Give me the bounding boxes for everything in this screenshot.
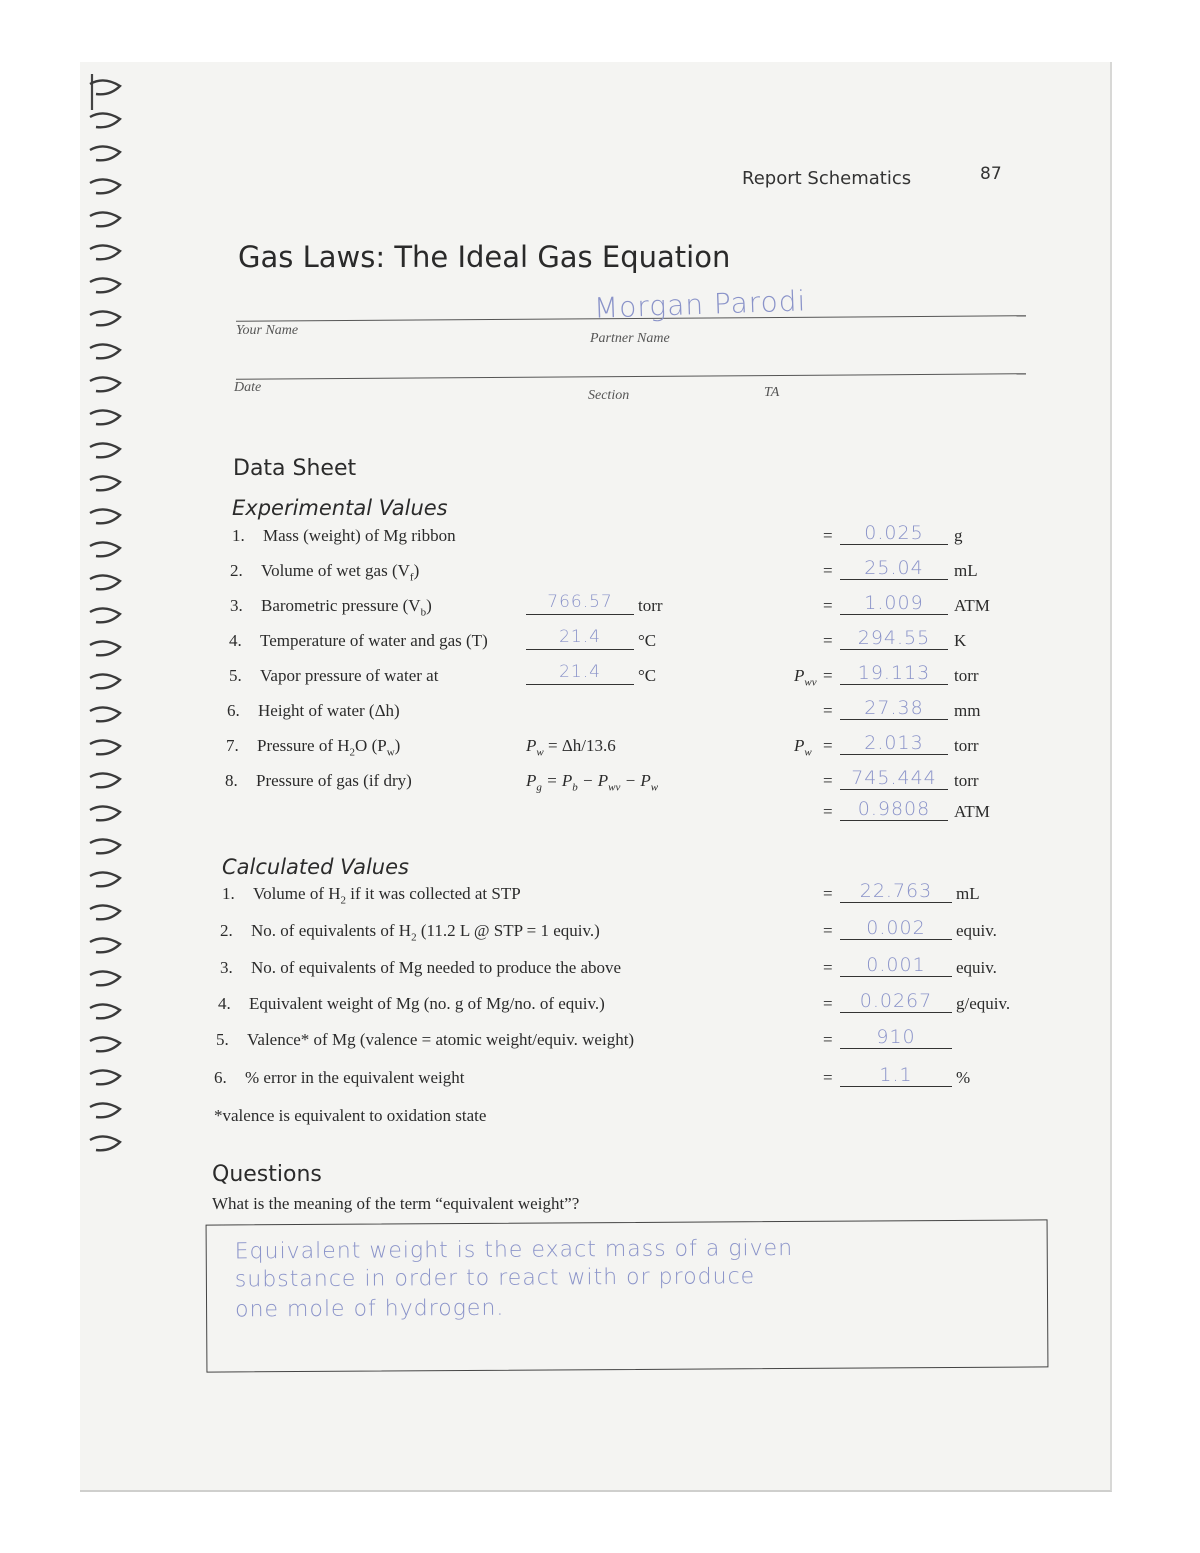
- spiral-coil: [90, 80, 120, 94]
- spiral-coil: [90, 872, 120, 886]
- prefix-sub: w: [804, 746, 812, 759]
- result-unit: ATM: [954, 802, 990, 821]
- spiral-coil: [90, 905, 120, 919]
- partner-name-label: Partner Name: [590, 331, 670, 346]
- label-text: Equivalent weight of Mg (no. g of Mg/no. of equiv.): [249, 994, 605, 1013]
- prefix-text: P: [794, 736, 805, 755]
- spiral-coil: [90, 212, 120, 226]
- row-number: 3.: [220, 958, 233, 977]
- spiral-coil: [90, 113, 120, 127]
- equals-sign: =: [823, 958, 833, 977]
- spiral-coil: [90, 740, 120, 754]
- label-sub: w: [386, 746, 395, 759]
- row-label: [257, 736, 400, 758]
- row-number: 6.: [214, 1068, 227, 1087]
- row-number: 4.: [218, 994, 231, 1013]
- result-unit: mL: [956, 884, 980, 903]
- label-text: Height of water (Δh): [258, 701, 400, 720]
- spiral-coil: [90, 938, 120, 952]
- date-label: Date: [234, 380, 262, 395]
- result-value: 25.04: [864, 557, 924, 579]
- formula-text: − P: [577, 771, 609, 790]
- spiral-coil: [90, 1136, 120, 1150]
- row-label: [260, 631, 488, 651]
- label-text: Valence* of Mg (valence = atomic weight/equiv. weight): [247, 1030, 635, 1049]
- your-name-label: Your Name: [236, 323, 299, 338]
- formula-sub: b: [572, 781, 578, 794]
- result-field: [840, 990, 952, 1013]
- result-field: [840, 522, 948, 545]
- row-number: 5.: [216, 1030, 229, 1049]
- spiral-coil: [90, 278, 120, 292]
- spiral-coil: [90, 179, 120, 193]
- result-field: [840, 767, 948, 790]
- page-number: 87: [980, 164, 1002, 184]
- row-number: 6.: [227, 701, 240, 720]
- result-value: 19.113: [857, 662, 931, 684]
- label-text: No. of equivalents of Mg needed to produce the above: [251, 958, 622, 977]
- answer-box: [206, 1219, 1049, 1372]
- equals-sign: =: [823, 994, 833, 1013]
- result-field: [840, 1064, 952, 1087]
- result-unit: g/equiv.: [956, 994, 1011, 1013]
- formula-text: P: [526, 736, 537, 755]
- equals-sign: =: [823, 736, 833, 755]
- question-text: What is the meaning of the term “equivalent weight”?: [212, 1194, 580, 1213]
- result-value: 910: [876, 1026, 916, 1048]
- equals-sign: =: [823, 1068, 833, 1087]
- equals-sign: =: [823, 666, 833, 685]
- row-label: [249, 994, 605, 1014]
- result-field: [840, 627, 948, 650]
- label-sub: b: [420, 606, 427, 619]
- spiral-coil: [90, 344, 120, 358]
- result-field: [840, 592, 948, 615]
- equals-sign: =: [823, 884, 833, 903]
- calculated-heading: Calculated Values: [222, 855, 409, 879]
- label-text: Pressure of H: [257, 736, 350, 755]
- equals-sign: =: [823, 526, 833, 545]
- partner-name-handwritten: Morgan Parodi: [593, 284, 807, 325]
- result-unit: torr: [954, 736, 979, 755]
- spiral-coil: [90, 146, 120, 160]
- result-unit: equiv.: [956, 921, 997, 940]
- answer-line: one mole of hydrogen.: [235, 1295, 505, 1323]
- result-value: 27.38: [864, 697, 924, 719]
- spiral-coil: [90, 542, 120, 556]
- mid-unit: °C: [638, 666, 657, 685]
- label-text: ): [394, 736, 401, 755]
- result-unit: %: [956, 1068, 971, 1087]
- result-value: 745.444: [851, 767, 937, 789]
- row-label: [261, 596, 432, 618]
- result-value: 1.009: [864, 592, 924, 614]
- spiral-coil: [90, 311, 120, 325]
- result-unit: torr: [954, 666, 979, 685]
- prefix-sub: wv: [804, 676, 817, 689]
- prefix-text: P: [794, 666, 805, 685]
- spiral-coil: [90, 1004, 120, 1018]
- row-number: 3.: [230, 596, 243, 615]
- label-text: No. of equivalents of H: [251, 921, 412, 940]
- header-section: Report Schematics: [742, 168, 912, 189]
- spiral-coil: [90, 971, 120, 985]
- formula: [526, 736, 616, 758]
- spiral-coil: [90, 509, 120, 523]
- ta-label: TA: [764, 385, 780, 400]
- row-number: 7.: [226, 736, 239, 755]
- result-field: [840, 1026, 952, 1049]
- answer-line: substance in order to react with or produce: [234, 1264, 756, 1293]
- spiral-coil: [90, 443, 120, 457]
- result-value: 22.763: [859, 880, 933, 902]
- row-number: 4.: [229, 631, 242, 650]
- mid-value: 21.4: [559, 627, 601, 647]
- mid-value-field: [526, 662, 634, 685]
- equals-sign: =: [823, 771, 833, 790]
- result-value: 2.013: [864, 732, 924, 754]
- result-field: [840, 697, 948, 720]
- spiral-coil: [90, 575, 120, 589]
- row-label: [251, 921, 600, 943]
- result-field: [840, 917, 952, 940]
- spiral-coil: [90, 806, 120, 820]
- label-sub: 2: [340, 894, 347, 907]
- label-text: Temperature of water and gas (T): [260, 631, 488, 650]
- mid-value-field: [526, 592, 634, 615]
- result-unit: torr: [954, 771, 979, 790]
- row-number: 8.: [225, 771, 238, 790]
- formula-text: = Δh/13.6: [543, 736, 616, 755]
- row-label: [253, 884, 521, 906]
- equals-sign: =: [823, 1030, 833, 1049]
- mid-value: 21.4: [559, 662, 601, 682]
- label-text: ): [426, 596, 432, 615]
- spiral-binding: [86, 70, 132, 1450]
- row-label: [256, 771, 412, 791]
- label-text: Mass (weight) of Mg ribbon: [263, 526, 456, 545]
- spiral-coil: [90, 245, 120, 259]
- equals-sign: =: [823, 921, 833, 940]
- spiral-coil: [90, 410, 120, 424]
- spiral-coil: [90, 773, 120, 787]
- result-value: 0.001: [866, 954, 926, 976]
- spiral-coil: [90, 839, 120, 853]
- row-number: 1.: [222, 884, 235, 903]
- result-value: 294.55: [857, 627, 931, 649]
- row-number: 2.: [220, 921, 233, 940]
- result-value: 0.0267: [859, 990, 933, 1012]
- result-unit: ATM: [954, 596, 990, 615]
- equals-sign: =: [823, 701, 833, 720]
- mid-value-field: [526, 627, 634, 650]
- equals-sign: =: [823, 596, 833, 615]
- value-prefix: [794, 736, 812, 758]
- result-value: 1.1: [879, 1064, 913, 1086]
- result-value: 0.025: [864, 522, 924, 544]
- row-label: [245, 1068, 465, 1088]
- spiral-coil: [90, 476, 120, 490]
- row-label: [263, 526, 456, 546]
- label-text: (11.2 L @ STP = 1 equiv.): [416, 921, 600, 940]
- questions-heading: Questions: [212, 1162, 322, 1187]
- equals-sign: =: [823, 561, 833, 580]
- formula-text: − P: [620, 771, 651, 790]
- row-number: 2.: [230, 561, 243, 580]
- result-value: 0.002: [866, 917, 926, 939]
- row-label: [261, 561, 419, 583]
- page-title: Gas Laws: The Ideal Gas Equation: [238, 240, 731, 274]
- mid-value: 766.57: [547, 592, 613, 612]
- label-text: ): [413, 561, 420, 580]
- answer-line: Equivalent weight is the exact mass of a given: [234, 1235, 794, 1265]
- equals-sign: =: [823, 802, 833, 821]
- mid-unit: °C: [638, 631, 657, 650]
- result-field: [840, 732, 948, 755]
- spiral-coil: [90, 608, 120, 622]
- result-field: [840, 662, 948, 685]
- spiral-coil: [90, 1037, 120, 1051]
- row-label: [251, 958, 621, 978]
- row-label: [258, 701, 400, 721]
- formula-text: = P: [541, 771, 573, 790]
- label-text: Volume of H: [253, 884, 341, 903]
- result-unit: equiv.: [956, 958, 997, 977]
- formula-sub: w: [650, 781, 659, 794]
- equals-sign: =: [823, 631, 833, 650]
- experimental-heading: Experimental Values: [232, 496, 448, 520]
- row-number: 1.: [232, 526, 245, 545]
- result-field: [840, 557, 948, 580]
- result-unit: mL: [954, 561, 978, 580]
- spiral-coil: [90, 707, 120, 721]
- label-sub: f: [409, 571, 414, 584]
- result-field: [840, 880, 952, 903]
- formula-sub: g: [536, 781, 542, 794]
- label-text: O (P: [355, 736, 387, 755]
- result-field: [840, 954, 952, 977]
- value-prefix: [794, 666, 817, 688]
- footnote: *valence is equivalent to oxidation state: [214, 1106, 487, 1125]
- spiral-coil: [90, 674, 120, 688]
- result-field: [840, 798, 948, 821]
- section-label: Section: [588, 388, 630, 403]
- label-text: Pressure of gas (if dry): [256, 771, 412, 790]
- label-text: Volume of wet gas (V: [261, 561, 410, 580]
- label-sub: 2: [349, 746, 356, 759]
- result-unit: g: [954, 526, 963, 545]
- label-sub: 2: [411, 931, 417, 944]
- formula-text: P: [526, 771, 537, 790]
- formula: [526, 771, 658, 793]
- formula-sub: wv: [608, 781, 621, 794]
- result-value: 0.9808: [857, 798, 931, 820]
- row-label: [247, 1030, 634, 1050]
- formula-sub: w: [536, 746, 544, 759]
- row-number: 5.: [229, 666, 242, 685]
- spiral-coil: [90, 377, 120, 391]
- spiral-coil: [90, 1103, 120, 1117]
- row-label: [260, 666, 438, 686]
- label-text: Barometric pressure (V: [261, 596, 421, 615]
- spiral-coil: [90, 641, 120, 655]
- label-text: % error in the equivalent weight: [245, 1068, 465, 1087]
- label-text: Vapor pressure of water at: [260, 666, 439, 685]
- result-unit: K: [954, 631, 967, 650]
- mid-unit: torr: [638, 596, 663, 615]
- spiral-coil: [90, 1070, 120, 1084]
- label-text: if it was collected at STP: [346, 884, 521, 903]
- result-unit: mm: [954, 701, 981, 720]
- data-sheet-heading: Data Sheet: [233, 456, 357, 481]
